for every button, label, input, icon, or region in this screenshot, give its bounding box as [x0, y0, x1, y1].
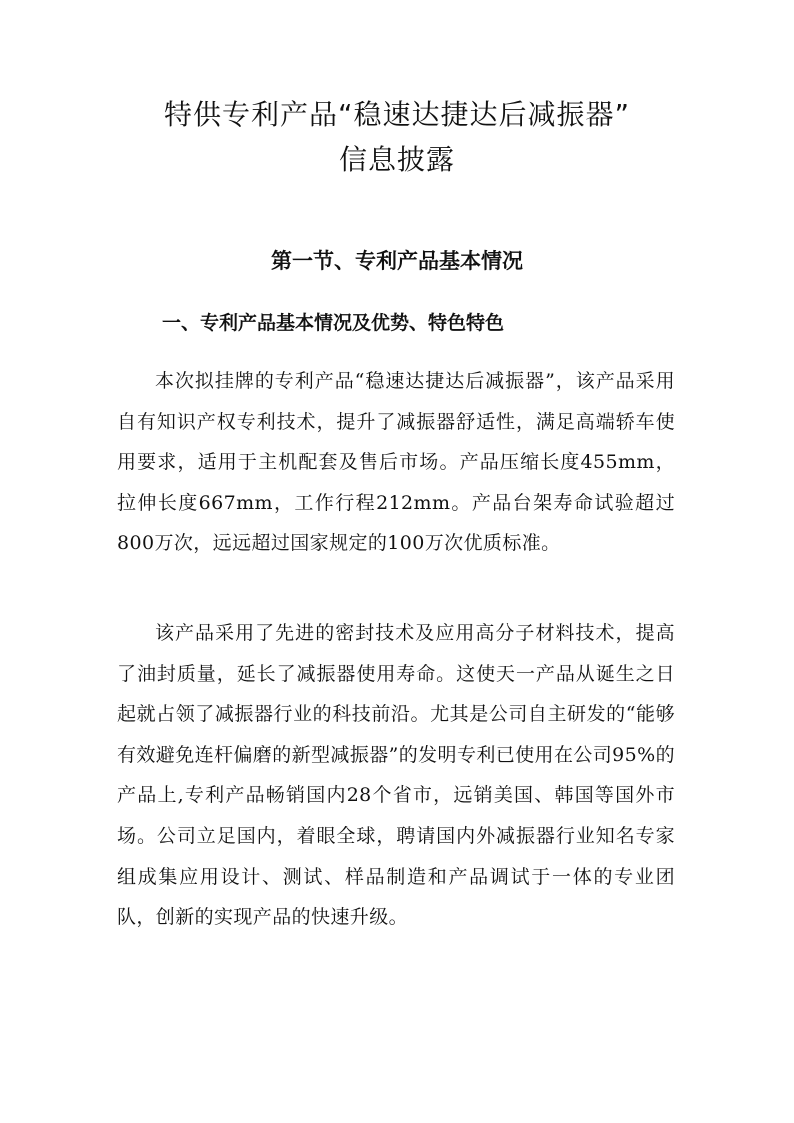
document-title-line-1: 特供专利产品“稳速达捷达后减振器” — [163, 98, 630, 131]
document-title-line-2: 信息披露 — [338, 143, 455, 176]
sub-heading: 一、专利产品基本情况及优势、特色特色 — [162, 312, 505, 334]
section-heading: 第一节、专利产品基本情况 — [271, 249, 523, 273]
body-paragraph-2: 该产品采用了先进的密封技术及应用高分子材料技术，提高了油封质量，延长了减振器使用寿命。这使天一产品从诞生之日起就占领了减振器行业的科技前沿。尤其是公司自主研发的“能够有效避免连杆偏磨的新型减振器”的发明专利已使用在公司95%的产品上,专利产品畅销国内28个省市，远销美国、韩国等国外市场。公司立足国内，着眼全球，聘请国内外减振器行业知名专家组成集应用设计、测试、样品制造和产品调试于一体的专业团队，创新的实现产品的快速升级。 — [117, 622, 675, 929]
body-paragraph-1: 本次拟挂牌的专利产品“稳速达捷达后减振器”，该产品采用自有知识产权专利技术，提升了减振器舒适性，满足高端轿车使用要求，适用于主机配套及售后市场。产品压缩长度455mm，拉伸长度667mm，工作行程212mm。产品台架寿命试验超过800万次，远远超过国家规定的100万次优质标准。 — [117, 370, 675, 555]
